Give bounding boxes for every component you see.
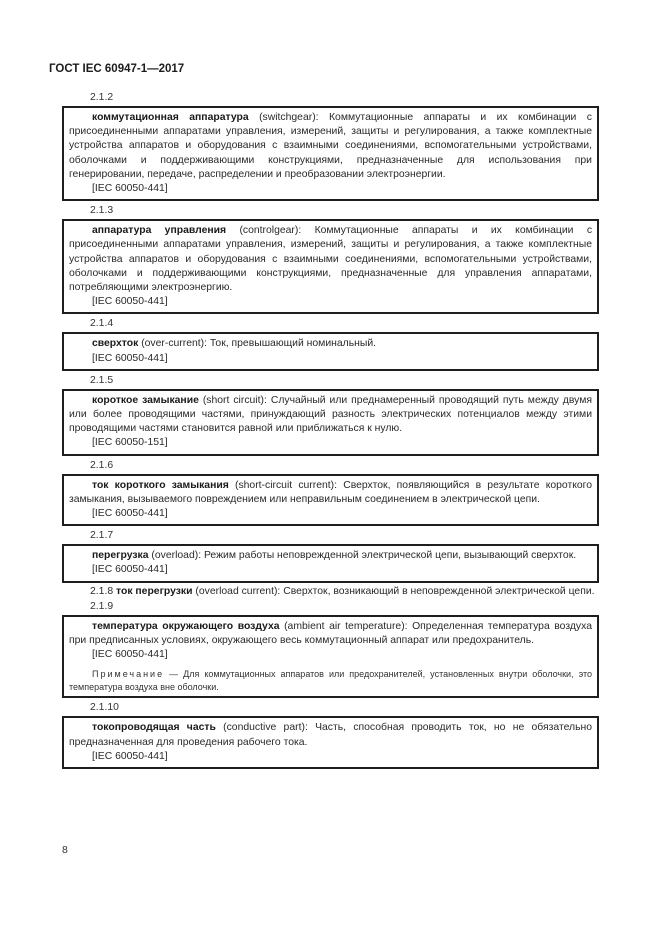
term: аппаратура управления bbox=[92, 225, 227, 237]
definition-box bbox=[62, 389, 599, 456]
reference: [IEC 60050-151] bbox=[92, 437, 168, 449]
entry-number: 2.1.6 bbox=[90, 459, 114, 471]
term: температура окружающего воздуха bbox=[92, 620, 280, 632]
definition-text: : Коммутационные аппараты и их комбинации с присоединенными аппаратами управления, измерений, защиты и регулирования, а также комплектные устройства аппаратов и оборудования с взаимными соединениями, вспомогательными устройствами, оболочками и поддерживающими конструкциями, предназначенные для использования при генерировании, передаче, распределении и преобразовании электроэнергии. bbox=[69, 112, 593, 180]
note bbox=[69, 668, 592, 693]
definition-text: : Определенная температура воздуха при предписанных условиях, окружающего весь коммутационный аппарат или предохранитель. bbox=[69, 620, 592, 647]
entry-number: 2.1.4 bbox=[90, 318, 114, 330]
term: ток короткого замыкания bbox=[92, 479, 229, 491]
definition-text: : Коммутационные аппараты и их комбинации с присоединенными аппаратами управления, измерений, защиты и регулирования, а также комплектные устройства аппаратов и оборудования с взаимными соединениями, вспомогательными устройствами, оболочками и поддерживающими конструкциями, предназначенные для управления аппаратами, потребляющими электроэнергию. bbox=[69, 225, 593, 294]
definition-box bbox=[62, 474, 599, 527]
definition-text: : Ток, превышающий номинальный. bbox=[204, 338, 377, 350]
document-header: ГОСТ IEC 60947-1—2017 bbox=[49, 63, 185, 75]
term-english: (conductive part) bbox=[223, 722, 305, 734]
definition-box bbox=[62, 219, 599, 314]
term-english: (short circuit) bbox=[202, 394, 264, 406]
definition-text: : Режим работы неповрежденной электрической цепи, вызывающий сверхток. bbox=[198, 550, 577, 562]
definition-text: : Часть, способная проводить ток, но не обязательно предназначенная для проведения рабочего тока. bbox=[69, 722, 593, 748]
reference: [IEC 60050-441] bbox=[92, 183, 168, 195]
entry-number: 2.1.8 bbox=[90, 585, 114, 597]
term: перегрузка bbox=[92, 550, 149, 562]
plain-definition bbox=[62, 585, 599, 599]
definition-box bbox=[62, 716, 599, 769]
term: коммутационная аппаратура bbox=[92, 112, 249, 123]
term: токопроводящая часть bbox=[92, 722, 216, 734]
definition-text: : Случайный или преднамеренный проводящий путь между двумя или более проводящими частями, принуждающий разность электрических потенциалов между этими проводящими частями становится равной или приближаться к нулю. bbox=[69, 394, 592, 435]
reference: [IEC 60050-441] bbox=[92, 296, 168, 308]
term-english: (ambient air temperature) bbox=[284, 620, 405, 632]
term-english: (overload current) bbox=[195, 585, 278, 597]
term-english: (over-current) bbox=[141, 338, 205, 350]
entry-number: 2.1.9 bbox=[90, 600, 114, 612]
definition-text: : Сверхток, возникающий в неповрежденной электрической цепи. bbox=[277, 585, 595, 597]
definition-box bbox=[62, 615, 599, 699]
reference: [IEC 60050-441] bbox=[92, 649, 168, 661]
reference: [IEC 60050-441] bbox=[92, 352, 168, 364]
entry-number: 2.1.3 bbox=[90, 205, 114, 217]
note-label: Примечание bbox=[92, 669, 165, 680]
definitions-section bbox=[62, 90, 599, 771]
term-english: (controlgear) bbox=[239, 225, 299, 237]
entry-number: 2.1.5 bbox=[90, 374, 114, 386]
definition-box bbox=[62, 106, 599, 201]
page-number: 8 bbox=[62, 844, 68, 856]
term: короткое замыкание bbox=[92, 394, 199, 406]
entry-number: 2.1.7 bbox=[90, 530, 114, 542]
reference: [IEC 60050-441] bbox=[92, 508, 168, 520]
entry-number: 2.1.2 bbox=[90, 92, 114, 103]
term-english: (short-circuit current) bbox=[235, 479, 335, 491]
definition-box bbox=[62, 332, 599, 370]
term: сверхток bbox=[92, 338, 139, 350]
entry-number: 2.1.10 bbox=[90, 702, 119, 714]
term-english: (switchgear) bbox=[259, 112, 316, 123]
term: ток перегрузки bbox=[116, 585, 193, 597]
reference: [IEC 60050-441] bbox=[92, 750, 168, 762]
term-english: (overload) bbox=[151, 550, 199, 562]
definition-text: : Сверхток, появляющийся в результате короткого замыкания, вызываемого повреждением или неправильным соединением в электрической цепи. bbox=[69, 479, 593, 505]
definition-box bbox=[62, 544, 599, 582]
note-text: — Для коммутационных аппаратов или предохранителей, установленных внутри оболочки, это температура воздуха вне оболочки. bbox=[69, 669, 592, 692]
reference: [IEC 60050-441] bbox=[92, 564, 168, 576]
